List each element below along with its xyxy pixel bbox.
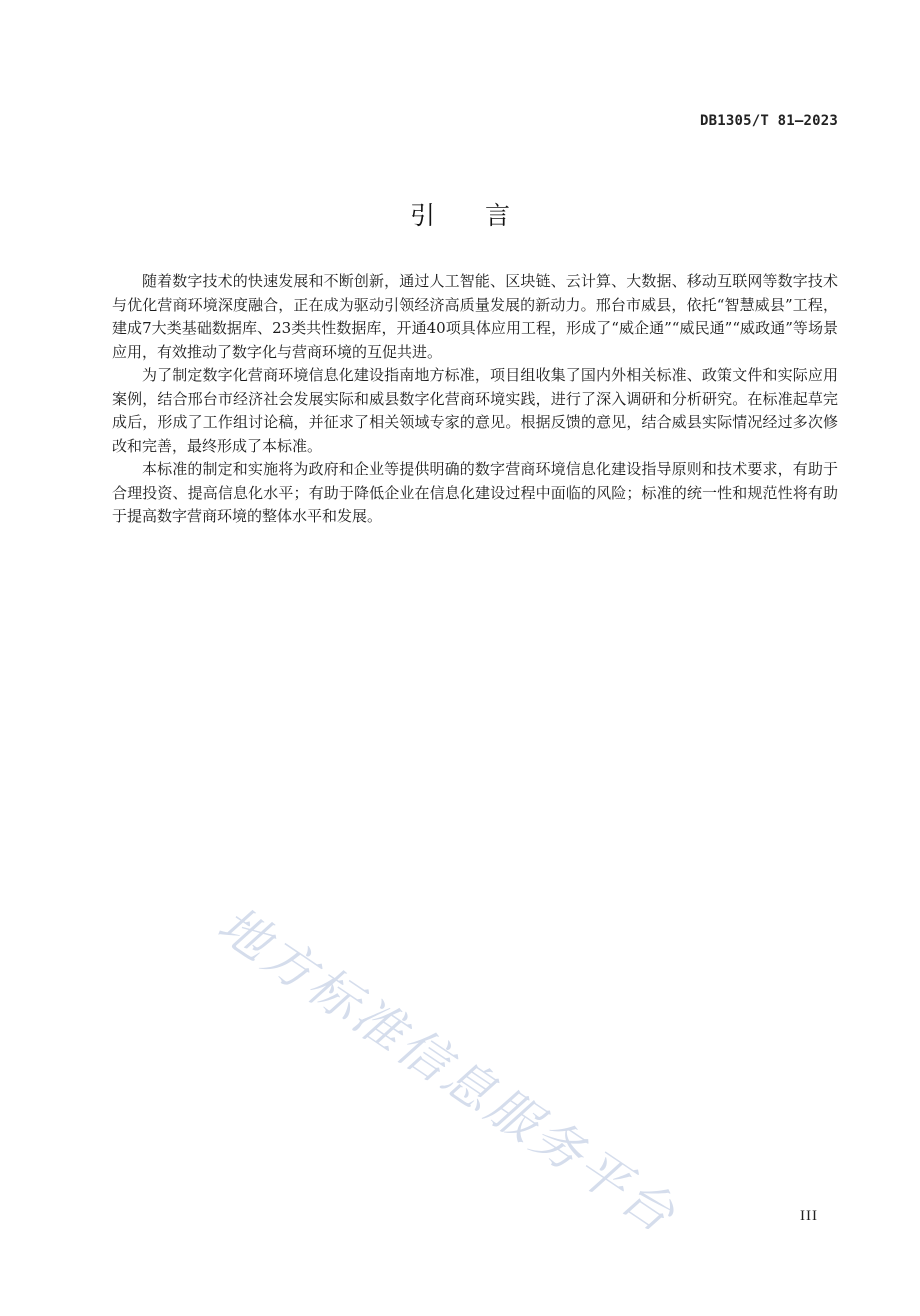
watermark: 地方标准信息服务平台 — [207, 895, 688, 1246]
standard-code: DB1305/T 81—2023 — [699, 113, 838, 129]
paragraph-2: 为了制定数字化营商环境信息化建设指南地方标准，项目组收集了国内外相关标准、政策文件和实际应用案例，结合邢台市经济社会发展实际和威县数字化营商环境实践，进行了深入调研和分析研究。在标准起草完成后，形成了工作组讨论稿，并征求了相关领域专家的意见。根据反馈的意见，结合威县实际情况经过多次修改和完善，最终形成了本标准。 — [112, 366, 838, 455]
paragraph-1: 随着数字技术的快速发展和不断创新，通过人工智能、区块链、云计算、大数据、移动互联网等数字技术与优化营商环境深度融合，正在成为驱动引领经济高质量发展的新动力。邢台市威县，依托“智慧威县”工程，建成7大类基础数据库、23类共性数据库，开通40项具体应用工程，形成了“威企通”“威民通”“威政通”等场景应用，有效推动了数字化与营商环境的互促共进。 — [112, 272, 838, 361]
body-text — [112, 270, 838, 529]
page-title: 引言 — [409, 201, 560, 230]
page-number: III — [800, 1208, 818, 1224]
paragraph-3: 本标准的制定和实施将为政府和企业等提供明确的数字营商环境信息化建设指导原则和技术要求，有助于合理投资、提高信息化水平；有助于降低企业在信息化建设过程中面临的风险；标准的统一性和规范性将有助于提高数字营商环境的整体水平和发展。 — [112, 460, 838, 525]
